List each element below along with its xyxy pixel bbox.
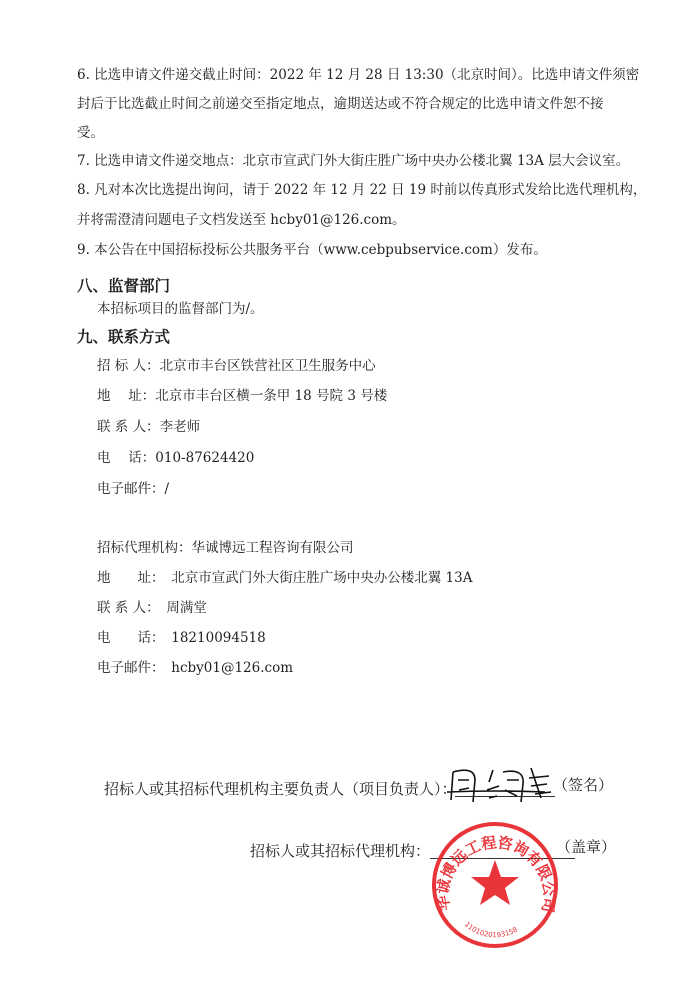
agency-address: 地 址： 北京市宣武门外大街庄胜广场中央办公楼北翼 13A bbox=[97, 570, 473, 586]
seal-label: 招标人或其招标代理机构： bbox=[250, 842, 431, 860]
section9-heading: 九、联系方式 bbox=[77, 328, 171, 346]
item6-line2: 封后于比选截止时间之前递交至指定地点，逾期送达或不符合规定的比选申请文件恕不接 bbox=[77, 96, 604, 112]
section8-heading: 八、监督部门 bbox=[77, 277, 171, 295]
responsible-suffix: （签名） bbox=[553, 776, 614, 794]
seal-suffix: （盖章） bbox=[556, 838, 617, 856]
handwritten-signature bbox=[445, 762, 555, 807]
tenderer-contact: 联 系 人：李老师 bbox=[97, 419, 201, 435]
item9: 9. 本公告在中国招标投标公共服务平台（www.cebpubservice.com）发布。 bbox=[77, 242, 547, 258]
agency-phone: 电 话： 18210094518 bbox=[97, 630, 266, 646]
seal-star-icon bbox=[471, 860, 519, 905]
agency-email: 电子邮件： hcby01@126.com bbox=[97, 660, 294, 676]
company-seal bbox=[430, 820, 560, 950]
agency-name: 招标代理机构：华诚博远工程咨询有限公司 bbox=[97, 540, 354, 556]
item8-line1: 8. 凡对本次比选提出询问，请于 2022 年 12 月 22 日 19 时前以传真形式发给比选代理机构， bbox=[77, 182, 647, 198]
section8-text: 本招标项目的监督部门为/。 bbox=[97, 301, 264, 317]
item8-line2: 并将需澄清问题电子文档发送至 hcby01@126.com。 bbox=[77, 212, 406, 228]
item6-line1: 6. 比选申请文件递交截止时间：2022 年 12 月 28 日 13:30（北京时间）。比选申请文件须密 bbox=[77, 67, 640, 83]
seal-text: 华诚博远工程咨询有限公司 bbox=[433, 833, 559, 914]
tenderer-email: 电子邮件：/ bbox=[97, 481, 170, 497]
tenderer-name: 招 标 人：北京市丰台区铁营社区卫生服务中心 bbox=[97, 358, 376, 374]
seal-number: 1101020193158 bbox=[462, 920, 520, 940]
responsible-label: 招标人或其招标代理机构主要负责人（项目负责人）： bbox=[104, 780, 457, 798]
item7: 7. 比选申请文件递交地点：北京市宣武门外大街庄胜广场中央办公楼北翼 13A 层大会议室。 bbox=[77, 153, 630, 169]
agency-contact: 联 系 人： 周满堂 bbox=[97, 600, 207, 616]
tenderer-phone: 电 话：010-87624420 bbox=[97, 450, 255, 466]
item6-line3: 受。 bbox=[77, 125, 104, 141]
tenderer-address: 地 址：北京市丰台区横一条甲 18 号院 3 号楼 bbox=[97, 388, 388, 404]
